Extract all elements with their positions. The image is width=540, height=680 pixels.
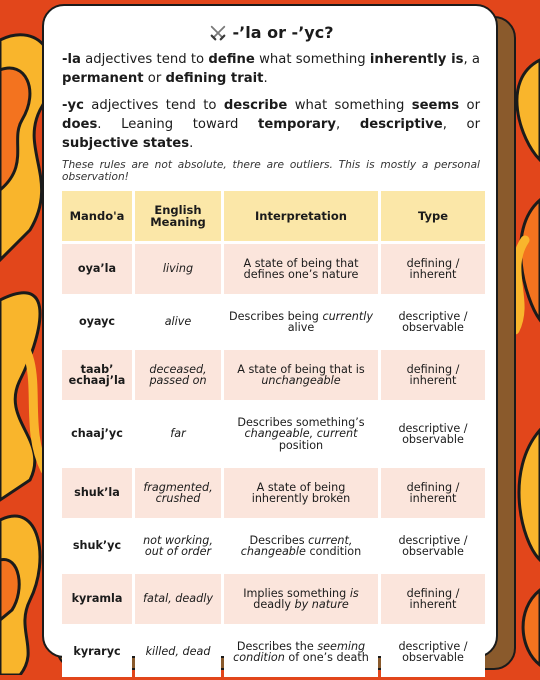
interpretation-segment: Describes [249,533,309,547]
adjective-type: defining / inherent [381,574,485,624]
page-title [62,23,480,42]
english-meaning: alive [135,297,221,347]
rule-yc-term: -yc [62,98,84,113]
rule-text: , or [442,117,481,132]
rule-text: what something [287,98,412,113]
rule-text: , [336,117,360,132]
rule-keyword: subjective states [62,136,190,151]
interpretation [224,403,378,465]
rule-text: . [189,136,194,151]
table-row [62,244,485,294]
header-type: Type [381,191,485,241]
rule-text: or [459,98,481,113]
english-meaning: fatal, deadly [135,574,221,624]
table-row [62,468,485,518]
table-row [62,297,485,347]
rule-text: adjectives tend to [80,52,209,67]
adjective-type: descriptive / observable [381,297,485,347]
adjective-table [59,188,488,680]
info-card [42,4,498,664]
adjective-type: defining / inherent [381,350,485,400]
rule-text: . Leaning toward [97,117,259,132]
rule-keyword: inherently is [369,52,464,67]
english-meaning: far [135,403,221,465]
interpretation-segment: Implies something [243,586,350,600]
rule-text: what something [254,52,370,67]
rule-la-term: -la [62,52,81,67]
rule-yc [62,96,480,153]
mandoa-word: taab’ echaaj’la [62,350,132,400]
table-row [62,521,485,571]
header-interpretation: Interpretation [224,191,378,241]
mandoa-word: shuk’la [62,468,132,518]
adjective-type: defining / inherent [381,468,485,518]
adjective-type: defining / inherent [381,244,485,294]
mandoa-word: kyraryc [62,627,132,677]
interpretation-segment: Describes something’s [237,415,365,429]
english-meaning: living [135,244,221,294]
interpretation [224,627,378,677]
interpretation-segment: Describes being [229,309,323,323]
interpretation-segment: A state of being that defines one’s nature [243,256,359,281]
interpretation-segment: deadly [253,598,295,611]
interpretation-segment: condition [305,545,362,558]
english-meaning: fragmented, crushed [135,468,221,518]
table-header-row [62,191,485,241]
interpretation-segment: Describes the [236,639,318,653]
interpretation [224,350,378,400]
interpretation [224,468,378,518]
interpretation-segment: current, changeable [240,533,353,558]
interpretation [224,244,378,294]
rule-keyword: permanent [62,71,144,86]
interpretation [224,521,378,571]
rule-keyword: does [62,117,98,132]
adjective-type: descriptive / observable [381,627,485,677]
header-english-meaning: English Meaning [135,191,221,241]
mandoa-word: shuk’yc [62,521,132,571]
header-mandoa: Mando'a [62,191,132,241]
table-row [62,574,485,624]
interpretation-segment: A state of being inherently broken [251,480,351,505]
table-row [62,403,485,465]
crossed-swords-icon [209,24,227,42]
table-row [62,627,485,677]
mandoa-word: oya’la [62,244,132,294]
english-meaning: killed, dead [135,627,221,677]
title-text: -’la or -’yc? [232,23,334,42]
interpretation-segment: position [278,438,324,452]
interpretation-segment: by nature [294,598,349,611]
disclaimer-note: These rules are not absolute, there are outliers. This is mostly a personal observation! [62,159,480,183]
interpretation-segment: unchangeable [261,374,341,387]
table-row [62,350,485,400]
rule-keyword: describe [223,98,288,113]
mandoa-word: kyramla [62,574,132,624]
interpretation-segment: of one’s death [284,651,369,664]
rule-text: . [263,71,268,86]
rule-text: , a [463,52,480,67]
mandoa-word: oyayc [62,297,132,347]
rule-text: or [143,71,166,86]
adjective-type: descriptive / observable [381,403,485,465]
interpretation-segment: changeable, current [244,427,358,441]
mandoa-word: chaaj’yc [62,403,132,465]
english-meaning: deceased, passed on [135,350,221,400]
interpretation [224,574,378,624]
interpretation [224,297,378,347]
interpretation-segment: is [349,586,359,600]
rule-keyword: defining trait [165,71,264,86]
rule-keyword: seems [411,98,460,113]
rule-la [62,50,480,88]
interpretation-segment: alive [287,321,315,334]
adjective-type: descriptive / observable [381,521,485,571]
rule-text: adjectives tend to [83,98,224,113]
interpretation-segment: A state of being that is [237,362,365,376]
rule-keyword: temporary [258,117,337,132]
rule-keyword: define [208,52,255,67]
rule-keyword: descriptive [359,117,443,132]
english-meaning: not working, out of order [135,521,221,571]
interpretation-segment: currently [322,309,373,323]
interpretation-segment: seeming condition [233,639,366,664]
